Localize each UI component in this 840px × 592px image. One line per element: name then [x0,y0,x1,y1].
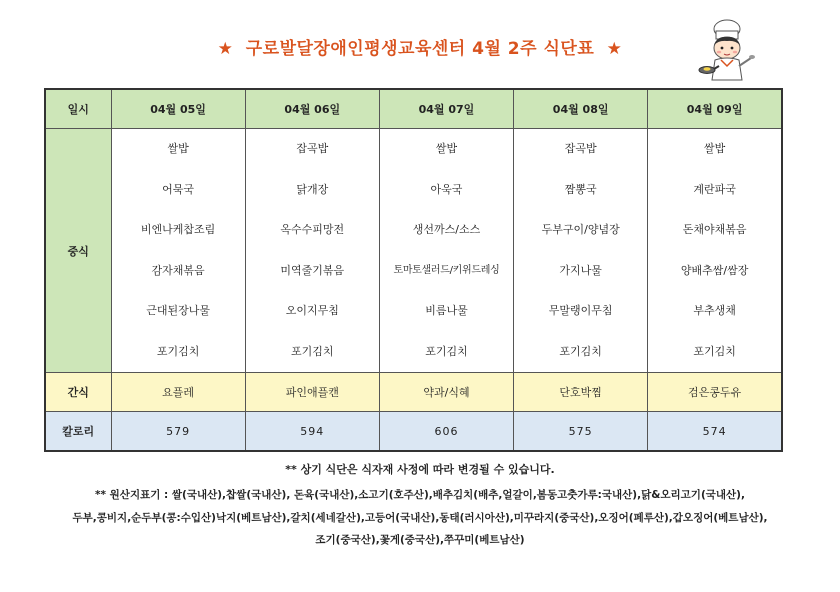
title-text: 구로발달장애인평생교육센터 4월 2주 식단표 [245,39,595,59]
dish-item: 비름나물 [425,304,468,317]
dish-item: 비엔나케찹조림 [140,223,216,236]
date-header-row [45,89,782,129]
calorie-cell: 575 [514,412,648,452]
dish-item: 부추생채 [693,304,736,317]
dish-item: 쌀밥 [167,142,189,155]
change-notice: ** 상기 식단은 식자재 사정에 따라 변경될 수 있습니다. [285,463,555,476]
snack-cell: 단호박찜 [514,373,648,412]
calorie-row [45,412,782,452]
day-header: 04월 08일 [514,89,648,129]
dish-item: 무말랭이무침 [548,304,613,317]
snack-cell: 검은콩두유 [648,373,782,412]
weekly-menu-table [44,88,783,452]
dish-item: 포기김치 [693,344,736,358]
lunch-cell [648,129,782,373]
dish-item: 생선까스/소스 [412,223,481,236]
dish-item: 가지나물 [559,263,602,277]
dish-item: 포기김치 [291,344,334,358]
dish-item: 아욱국 [430,182,463,196]
dish-list [246,129,379,372]
dish-item: 미역줄기볶음 [280,263,345,277]
dish-item: 포기김치 [156,344,200,358]
chef-icon [697,18,759,84]
dish-item: 어묵국 [162,182,195,196]
dish-item: 돈채야채볶음 [682,223,747,236]
dish-item: 포기김치 [425,344,468,358]
origin-note-line: 조기(중국산),꽃게(중국산),쭈꾸미(베트남산) [315,534,525,546]
lunch-row [45,129,782,373]
star-icon: ★ [217,39,234,59]
dish-item: 감자채볶음 [151,263,205,277]
snack-label: 간식 [45,373,111,412]
snack-cell: 약과/식혜 [379,373,513,412]
dish-item: 잡곡밥 [564,142,597,155]
snack-cell: 요플레 [111,373,245,412]
dish-item: 쌀밥 [703,142,726,155]
dish-item: 짬뽕국 [564,182,597,196]
day-header: 04월 06일 [245,89,379,129]
dish-item: 옥수수피망전 [280,223,345,236]
lunch-cell [514,129,648,373]
lunch-cell [379,129,513,373]
calorie-cell: 579 [111,412,245,452]
day-header: 04월 07일 [379,89,513,129]
snack-row [45,373,782,412]
dish-item: 토마토샐러드/키위드레싱 [393,264,500,276]
origin-note-line: 두부,콩비지,순두부(콩:수입산)낙지(베트남산),갈치(세네갈산),고등어(국내산),동태(러시아산),미꾸라지(중국산),오징어(페루산),갑오징어(베트남산), [72,512,768,524]
day-header: 04월 09일 [648,89,782,129]
dish-item: 잡곡밥 [296,142,329,155]
row-header-date-label: 일시 [45,89,111,129]
calorie-cell: 574 [648,412,782,452]
dish-item: 두부구이/양념장 [541,223,620,236]
dish-item: 양배추쌈/쌈장 [680,263,749,277]
dish-list [380,129,513,372]
dish-item: 쌀밥 [435,142,458,155]
calorie-cell: 606 [379,412,513,452]
dish-item: 계란파국 [693,182,736,196]
dish-item: 포기김치 [559,344,602,358]
dish-item: 오이지무침 [285,304,339,317]
lunch-label: 중식 [45,129,111,373]
dish-list [112,129,245,372]
dish-list [648,129,781,372]
dish-item: 닭개장 [296,182,329,196]
snack-cell: 파인애플캔 [245,373,379,412]
dish-item: 근대된장나물 [146,304,210,317]
calorie-cell: 594 [245,412,379,452]
lunch-cell [245,129,379,373]
calorie-label: 칼로리 [45,412,111,452]
dish-list [514,129,647,372]
day-header: 04월 05일 [111,89,245,129]
origin-note-line: ** 원산지표기 : 쌀(국내산),찹쌀(국내산), 돈육(국내산),소고기(호주산),배추김치(배추,얼갈이,봄동고춧가루:국내산),닭&오리고기(국내산), [95,489,745,501]
lunch-cell [111,129,245,373]
star-icon: ★ [606,39,623,59]
